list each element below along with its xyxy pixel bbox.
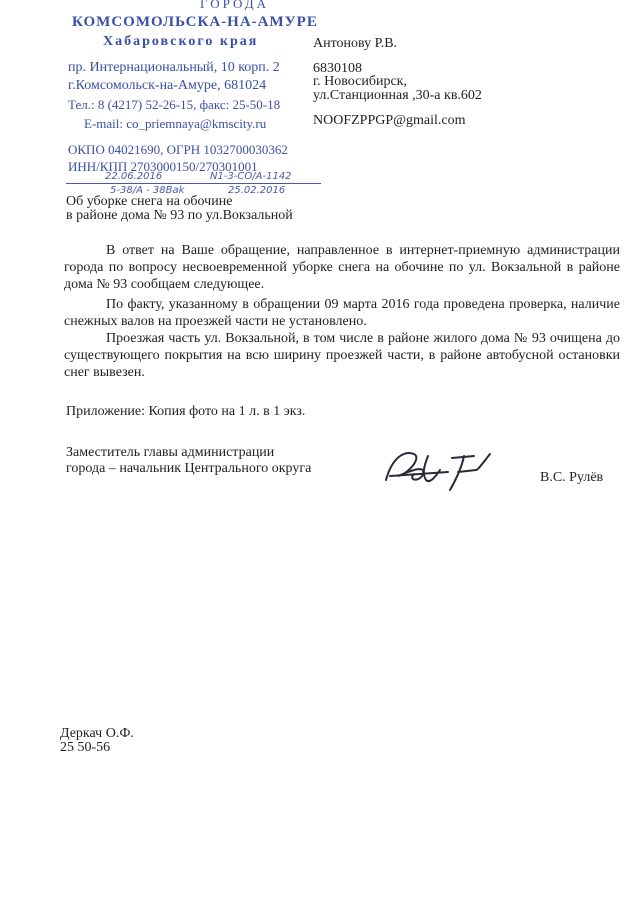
stamp-city-word: ГОРОДА — [200, 0, 269, 11]
recipient-name: Антонову Р.В. — [313, 36, 398, 51]
signatory-name: В.С. Рулёв — [540, 470, 604, 485]
stamp-city-name: КОМСОМОЛЬСКА-НА-АМУРЕ — [72, 14, 318, 30]
recipient-street: ул.Станционная ,30-а кв.602 — [313, 88, 482, 103]
handwritten-date-in: 25.02.2016 — [228, 185, 286, 196]
signatory-position-line1: Заместитель главы администрации — [66, 445, 275, 460]
recipient-postcode: 6830108 — [313, 61, 362, 76]
stamp-email: E-mail: co_priemnaya@kmscity.ru — [84, 116, 267, 131]
stamp-address-line2: г.Комсомольск-на-Амуре, 681024 — [68, 78, 267, 93]
handwritten-ref-out: N1-3-CO/A-1142 — [210, 171, 292, 182]
stamp-address-line1: пр. Интернациональный, 10 корп. 2 — [68, 60, 280, 75]
body-paragraph-1: В ответ на Ваше обращение, направленное в интернет-приемную администрации города по вопросу несвоевременной уборке снега на обочине по ул. Вокзальной в районе дома № 93 сообщаем следующее. — [64, 243, 620, 292]
attachment-note: Приложение: Копия фото на 1 л. в 1 экз. — [66, 404, 306, 419]
executor-name: Деркач О.Ф. — [60, 726, 134, 741]
handwritten-ref-in: 5-38/A - 38Bak — [110, 185, 185, 196]
subject-line1: Об уборке снега на обочине — [66, 194, 233, 209]
stamp-phone: Тел.: 8 (4217) 52-26-15, факс: 25-50-18 — [68, 97, 281, 112]
signatory-position-line2: города – начальник Центрального округа — [66, 461, 312, 476]
stamp-inn: ИНН/КПП 2703000150/270301001 — [68, 159, 258, 174]
handwritten-signature — [378, 440, 498, 495]
handwritten-underline — [66, 183, 321, 184]
stamp-okpo: ОКПО 04021690, ОГРН 1032700030362 — [68, 142, 288, 157]
handwritten-date-out: 22.06.2016 — [105, 171, 163, 182]
stamp-region: Хабаровского края — [103, 34, 259, 49]
recipient-city: г. Новосибирск, — [313, 74, 407, 89]
body-paragraph-3: Проезжая часть ул. Вокзальной, в том числе в районе жилого дома № 93 очищена до существующего покрытия на всю ширину проезжей части, в районе автобусной остановки снег вывезен. — [64, 331, 620, 380]
executor-phone: 25 50-56 — [60, 740, 111, 755]
subject-line2: в районе дома № 93 по ул.Вокзальной — [66, 208, 293, 223]
recipient-email: NOOFZPPGP@gmail.com — [313, 113, 466, 128]
body-paragraph-2: По факту, указанному в обращении 09 марта 2016 года проведена проверка, наличие снежных валов на проезжей части не установлено. — [64, 297, 620, 329]
